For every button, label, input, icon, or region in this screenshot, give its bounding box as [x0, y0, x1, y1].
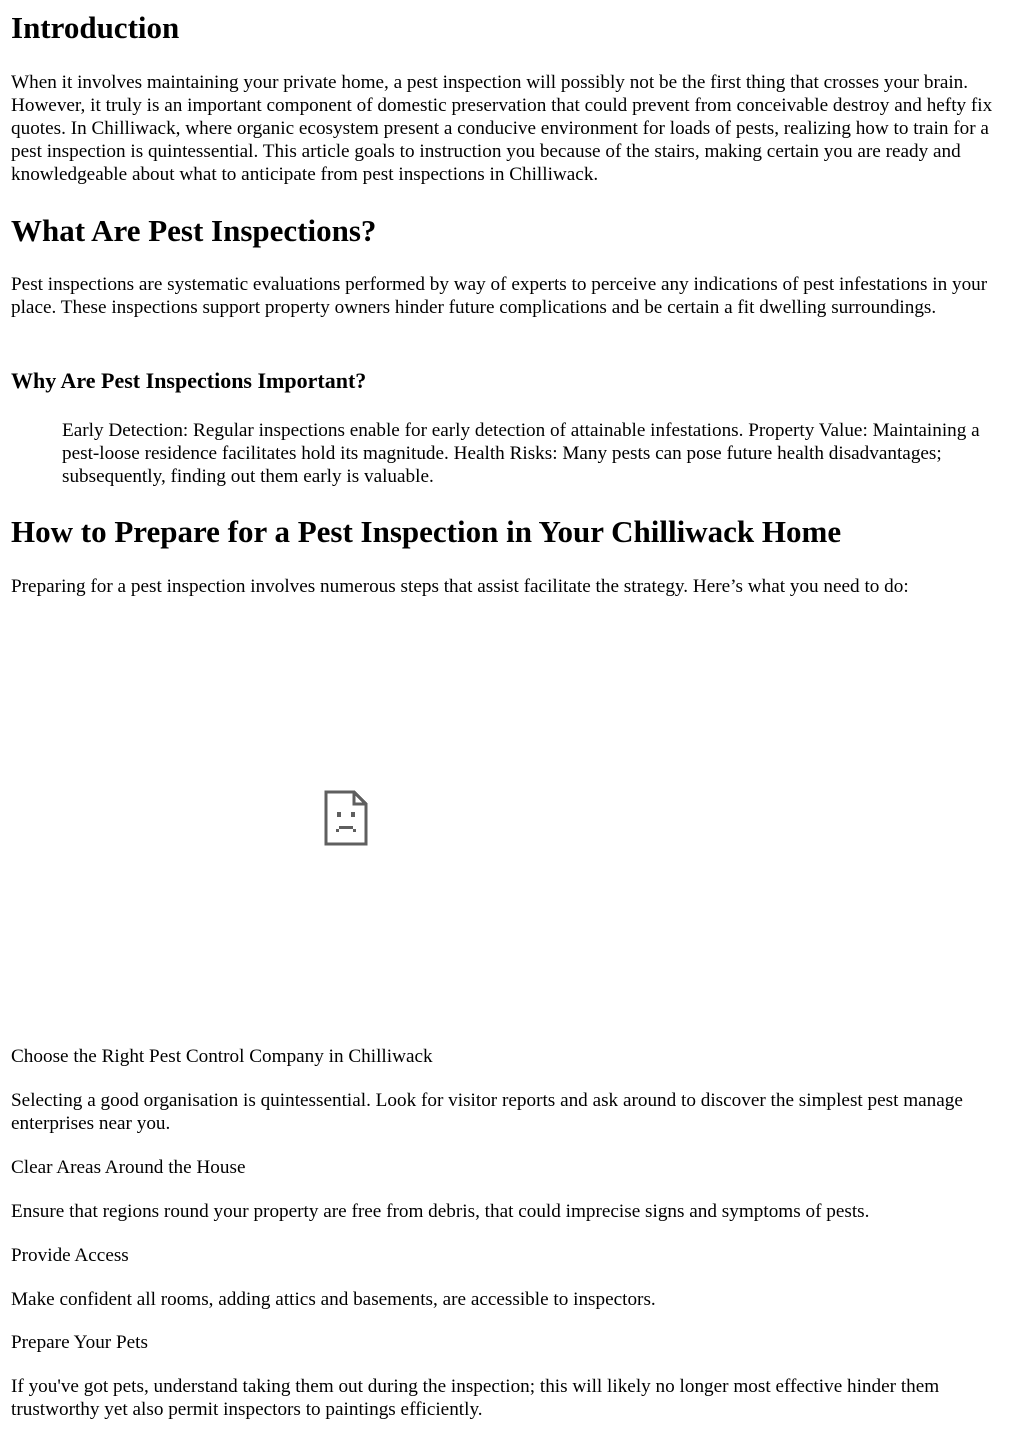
step-text-choose-company: Selecting a good organisation is quintessential. Look for visitor reports and ask around to discover the simplest pest manage enterprises near you. [11, 1090, 963, 1134]
step-text-provide-access: Make confident all rooms, adding attics and basements, are accessible to inspectors. [11, 1289, 656, 1310]
step-title-choose-company: Choose the Right Pest Control Company in Chilliwack [11, 1046, 433, 1067]
step-title-prepare-pets: Prepare Your Pets [11, 1332, 148, 1353]
introduction-paragraph: When it involves maintaining your private home, a pest inspection will possibly not be the first thing that crosses your brain. However, it truly is an important component of domestic preservation that could prevent from conceivable destroy and hefty fix quotes. In Chilliwack, where organic ecosystem present a conducive environment for loads of pests, realizing how to train for a pest inspection is quintessential. This article goals to instruction you because of the stairs, making certain you are ready and knowledgeable about what to anticipate from pest inspections in Chilliwack. [11, 72, 993, 185]
what-are-pest-inspections-heading: What Are Pest Inspections? [11, 213, 377, 248]
step-text-prepare-pets: If you've got pets, understand taking them out during the inspection; this will likely no longer most effective hinder them trustworthy yet also permit inspectors to paintings efficiently. [11, 1376, 940, 1420]
step-title-clear-areas: Clear Areas Around the House [11, 1157, 246, 1178]
step-title-provide-access: Provide Access [11, 1245, 129, 1266]
introduction-heading: Introduction [11, 10, 180, 45]
what-are-pest-inspections-paragraph: Pest inspections are systematic evaluations performed by way of experts to perceive any indications of pest infestations in your place. These inspections support property owners hinder future complications and be certain a fit dwelling surroundings. [11, 274, 988, 318]
why-important-blockquote: Early Detection: Regular inspections enable for early detection of attainable infestations. Property Value: Maintaining a pest-loose residence facilitates hold its magnitude. Health Risks: Many pests can pose future health disadvantages; subsequently, finding out them early is valuable. [62, 420, 980, 487]
why-important-heading: Why Are Pest Inspections Important? [11, 368, 367, 393]
how-to-prepare-paragraph: Preparing for a pest inspection involves numerous steps that assist facilitate the strategy. Here’s what you need to do: [11, 576, 909, 597]
step-text-clear-areas: Ensure that regions round your property are free from debris, that could imprecise signs and symptoms of pests. [11, 1201, 870, 1222]
broken-image-icon [324, 790, 368, 846]
how-to-prepare-heading: How to Prepare for a Pest Inspection in Your Chilliwack Home [11, 514, 842, 549]
